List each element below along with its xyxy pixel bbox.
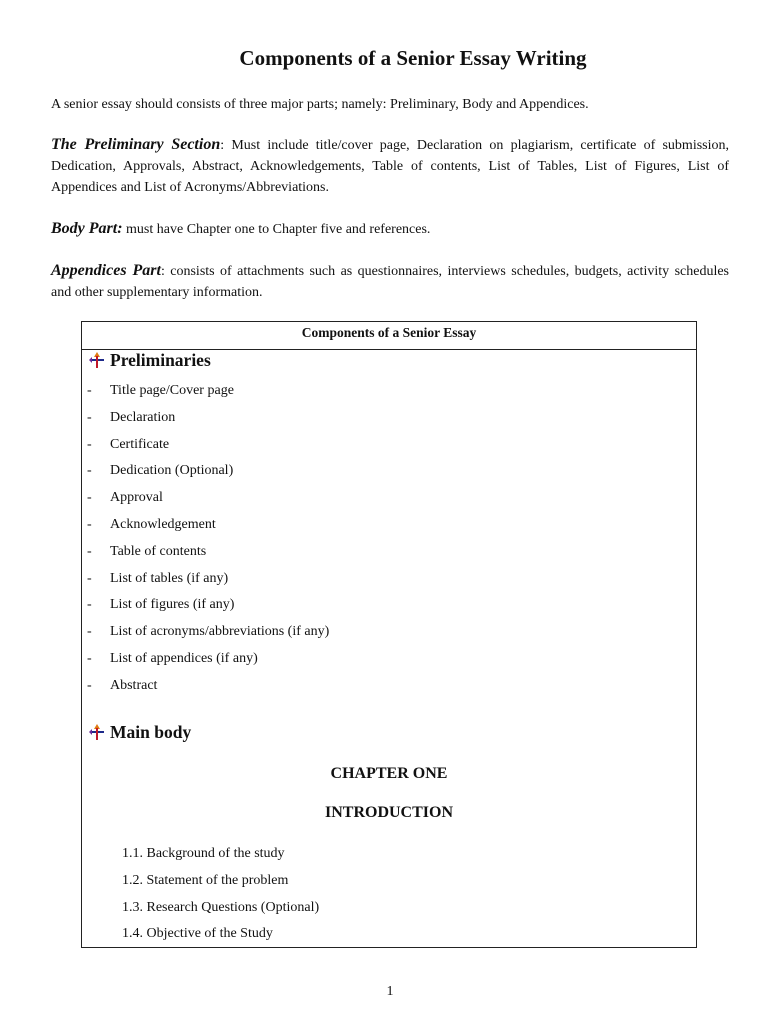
list-item: 1.4. Objective of the Study [122, 926, 273, 942]
preliminary-paragraph [51, 134, 729, 198]
list-item: - Dedication (Optional) [87, 463, 234, 479]
list-item: - Table of contents [87, 543, 207, 559]
list-item: - Title page/Cover page [87, 383, 234, 398]
list-item: 1.2. Statement of the problem [122, 872, 289, 888]
list-item: - Approval [87, 490, 163, 506]
intro-paragraph: A senior essay should consists of three major parts; namely: Preliminary, Body and Appendices. [51, 97, 589, 112]
list-item: - List of figures (if any) [87, 597, 235, 613]
appendices-part-text: : consists of attachments such as questionnaires, interviews schedules, budgets, activity schedules and other supplementary information. [51, 264, 729, 300]
main-body-heading [88, 720, 191, 744]
page-number: 1 [386, 984, 394, 999]
chapter-title: INTRODUCTION [324, 804, 453, 821]
main-body-heading-label: Main body [110, 722, 192, 742]
chapter-items-list [122, 841, 319, 948]
bullet-arrow-icon [88, 723, 106, 741]
list-item: - List of acronyms/abbreviations (if any) [87, 624, 330, 640]
preliminaries-heading-label: Preliminaries [110, 350, 211, 370]
list-item: 1.1. Background of the study [122, 846, 285, 861]
body-part-lead: Body Part: [51, 220, 123, 237]
preliminary-text: : Must include title/cover page, Declaration on plagiarism, certificate of submission, Dedication, Approvals, Abstract, Acknowledgements, Table of contents, List of Tables, List of Figures, List of Appendices and List of Acronyms/Abbreviations. [51, 138, 729, 195]
preliminaries-heading [88, 348, 211, 372]
body-part-text: must have Chapter one to Chapter five and references. [122, 222, 431, 237]
chapter-heading: CHAPTER ONE [330, 765, 448, 782]
appendices-part-lead: Appendices Part [51, 262, 161, 279]
list-item: - Abstract [87, 677, 158, 693]
preliminaries-list [87, 378, 329, 700]
table-header: Components of a Senior Essay [82, 322, 696, 350]
list-item: - Certificate [87, 436, 170, 452]
list-item: - Declaration [87, 409, 176, 425]
preliminary-lead: The Preliminary Section [51, 136, 221, 153]
list-item: - Acknowledgement [87, 516, 216, 532]
bullet-arrow-icon [88, 351, 106, 369]
appendices-part-paragraph [51, 260, 729, 303]
body-part-paragraph [51, 218, 729, 240]
list-item: - List of tables (if any) [87, 570, 229, 586]
list-item: - List of appendices (if any) [87, 650, 258, 666]
components-table [81, 321, 697, 948]
document-title: Components of a Senior Essay Writing [239, 46, 587, 70]
list-item: 1.3. Research Questions (Optional) [122, 899, 320, 915]
